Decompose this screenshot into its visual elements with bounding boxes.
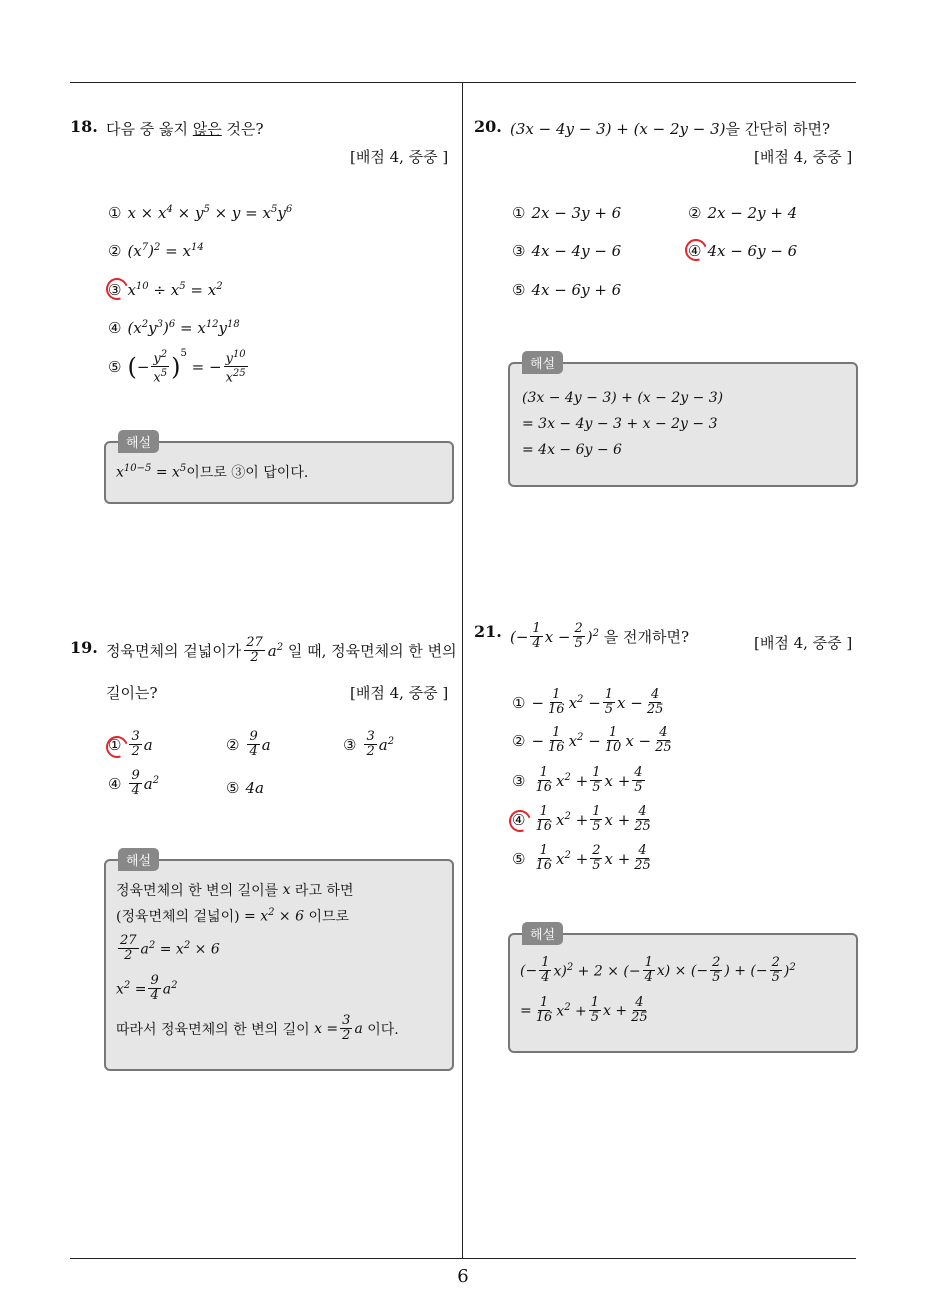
q18-score: [배점 4, 중중 ] bbox=[350, 148, 449, 166]
q19-score: [배점 4, 중중 ] bbox=[350, 684, 449, 702]
q18-solution-text: $x^{10-5} = x^5$ 이므로 ③이 답이다. bbox=[116, 463, 309, 481]
q19-option-3[interactable]: ③ $\frac{3}{2}$ $a^2$ bbox=[343, 729, 395, 759]
answer-mark-q18 bbox=[102, 274, 131, 303]
q21-solution-tag: 해설 bbox=[522, 922, 563, 945]
q18-option-5[interactable]: ⑤ ( − $\frac{y^2}{x^5}$ ) $^5$ = − $\frac{y^{10}}{x^{25}}$ bbox=[108, 348, 246, 386]
q19-option-2[interactable]: ② $\frac{9}{4}$ a bbox=[226, 729, 271, 759]
q20-solution-line1: (3x − 4y − 3) + (x − 2y − 3) bbox=[522, 390, 724, 406]
q18-text: 다음 중 옳지 않은 것은? bbox=[106, 120, 264, 138]
q20-option-3[interactable]: ③ 4x − 4y − 6 bbox=[512, 242, 622, 260]
q19-option-5[interactable]: ⑤ 4a bbox=[226, 779, 264, 797]
q19-number: 19. bbox=[70, 638, 98, 657]
q18-option-3[interactable]: ③ $x^{10} \div x^5 = x^2$ bbox=[108, 281, 223, 299]
q18-option-1[interactable]: ① $x \times x^4 \times y^5 \times y = x^5y^6$ bbox=[108, 204, 293, 222]
q20-score: [배점 4, 중중 ] bbox=[754, 148, 853, 166]
q19-solution-tag: 해설 bbox=[118, 848, 159, 871]
q19-text-line2: 길이는? bbox=[106, 684, 158, 702]
q19-solution-line3: $\frac{27}{2}$ $a^2 = x^2 \times 6$ bbox=[120, 933, 220, 963]
q21-option-3[interactable]: ③ $\frac{1}{16}$ $x^2$ + $\frac{1}{5}$ x + $\frac{4}{5}$ bbox=[512, 765, 643, 795]
q21-score: [배점 4, 중중 ] bbox=[754, 634, 853, 652]
q20-option-1[interactable]: ① 2x − 3y + 6 bbox=[512, 204, 622, 222]
q18-solution-tag: 해설 bbox=[118, 430, 159, 453]
q19-text: 정육면체의 겉넓이가 $\frac{27}{2}$ $a^2$ 일 때, 정육면체의 한 변의 bbox=[106, 635, 457, 665]
q18-option-4[interactable]: ④ $(x^2y^3)^6 = x^{12}y^{18}$ bbox=[108, 319, 240, 337]
q20-option-5[interactable]: ⑤ 4x − 6y + 6 bbox=[512, 281, 622, 299]
q20-solution-tag: 해설 bbox=[522, 351, 563, 374]
q18-number: 18. bbox=[70, 117, 98, 136]
q20-solution-line3: = 4x − 6y − 6 bbox=[522, 442, 622, 458]
q21-option-1[interactable]: ① − $\frac{1}{16}$ $x^2$ − $\frac{1}{5}$ x − $\frac{4}{25}$ bbox=[512, 687, 664, 717]
q19-solution-line5: 따라서 정육면체의 한 변의 길이 x = $\frac{3}{2}$ a 이다. bbox=[116, 1013, 399, 1043]
q19-option-1[interactable]: ① $\frac{3}{2}$ a bbox=[108, 729, 153, 759]
q19-solution-line4: $x^2$ = $\frac{9}{4}$ $a^2$ bbox=[116, 973, 178, 1003]
q20-text: (3x − 4y − 3) + (x − 2y − 3)을 간단히 하면? bbox=[510, 120, 831, 138]
q20-solution-line2: = 3x − 4y − 3 + x − 2y − 3 bbox=[522, 416, 718, 432]
q21-option-5[interactable]: ⑤ $\frac{1}{16}$ $x^2$ + $\frac{2}{5}$ x + $\frac{4}{25}$ bbox=[512, 843, 651, 873]
q20-option-2[interactable]: ② 2x − 2y + 4 bbox=[688, 204, 798, 222]
q21-option-4[interactable]: ④ $\frac{1}{16}$ $x^2$ + $\frac{1}{5}$ x + $\frac{4}{25}$ bbox=[512, 804, 651, 834]
q20-number: 20. bbox=[474, 117, 502, 136]
q21-solution-line1: (− $\frac{1}{4}$ x)$^2$ + 2 × (− $\frac{1}{4}$ x) × (− $\frac{2}{5}$ ) + (− $\frac{2}{5}$ )$^2$ bbox=[520, 955, 796, 985]
q21-solution-line2: = $\frac{1}{16}$ $x^2$ + $\frac{1}{5}$ x + $\frac{4}{25}$ bbox=[520, 995, 648, 1025]
answer-mark-q20 bbox=[681, 235, 710, 264]
top-rule bbox=[70, 82, 856, 83]
page-number: 6 bbox=[457, 1266, 469, 1287]
q21-option-2[interactable]: ② − $\frac{1}{16}$ $x^2$ − $\frac{1}{10}$ x − $\frac{4}{25}$ bbox=[512, 725, 672, 755]
column-divider bbox=[462, 82, 463, 1258]
q18-option-2[interactable]: ② $(x^7)^2 = x^{14}$ bbox=[108, 242, 204, 260]
q19-option-4[interactable]: ④ $\frac{9}{4}$ $a^2$ bbox=[108, 768, 160, 798]
q21-solution-box bbox=[508, 933, 858, 1053]
q19-solution-line2: (정육면체의 겉넓이) = $x^2 \times 6$ 이므로 bbox=[116, 907, 350, 925]
q21-text: (− $\frac{1}{4}$ x − $\frac{2}{5}$ )$^2$ 을 전개하면? bbox=[510, 621, 690, 651]
q19-solution-line1: 정육면체의 한 변의 길이를 x 라고 하면 bbox=[116, 882, 354, 899]
bottom-rule bbox=[70, 1258, 856, 1259]
q21-number: 21. bbox=[474, 622, 502, 641]
q20-option-4[interactable]: ④ 4x − 6y − 6 bbox=[688, 242, 798, 260]
